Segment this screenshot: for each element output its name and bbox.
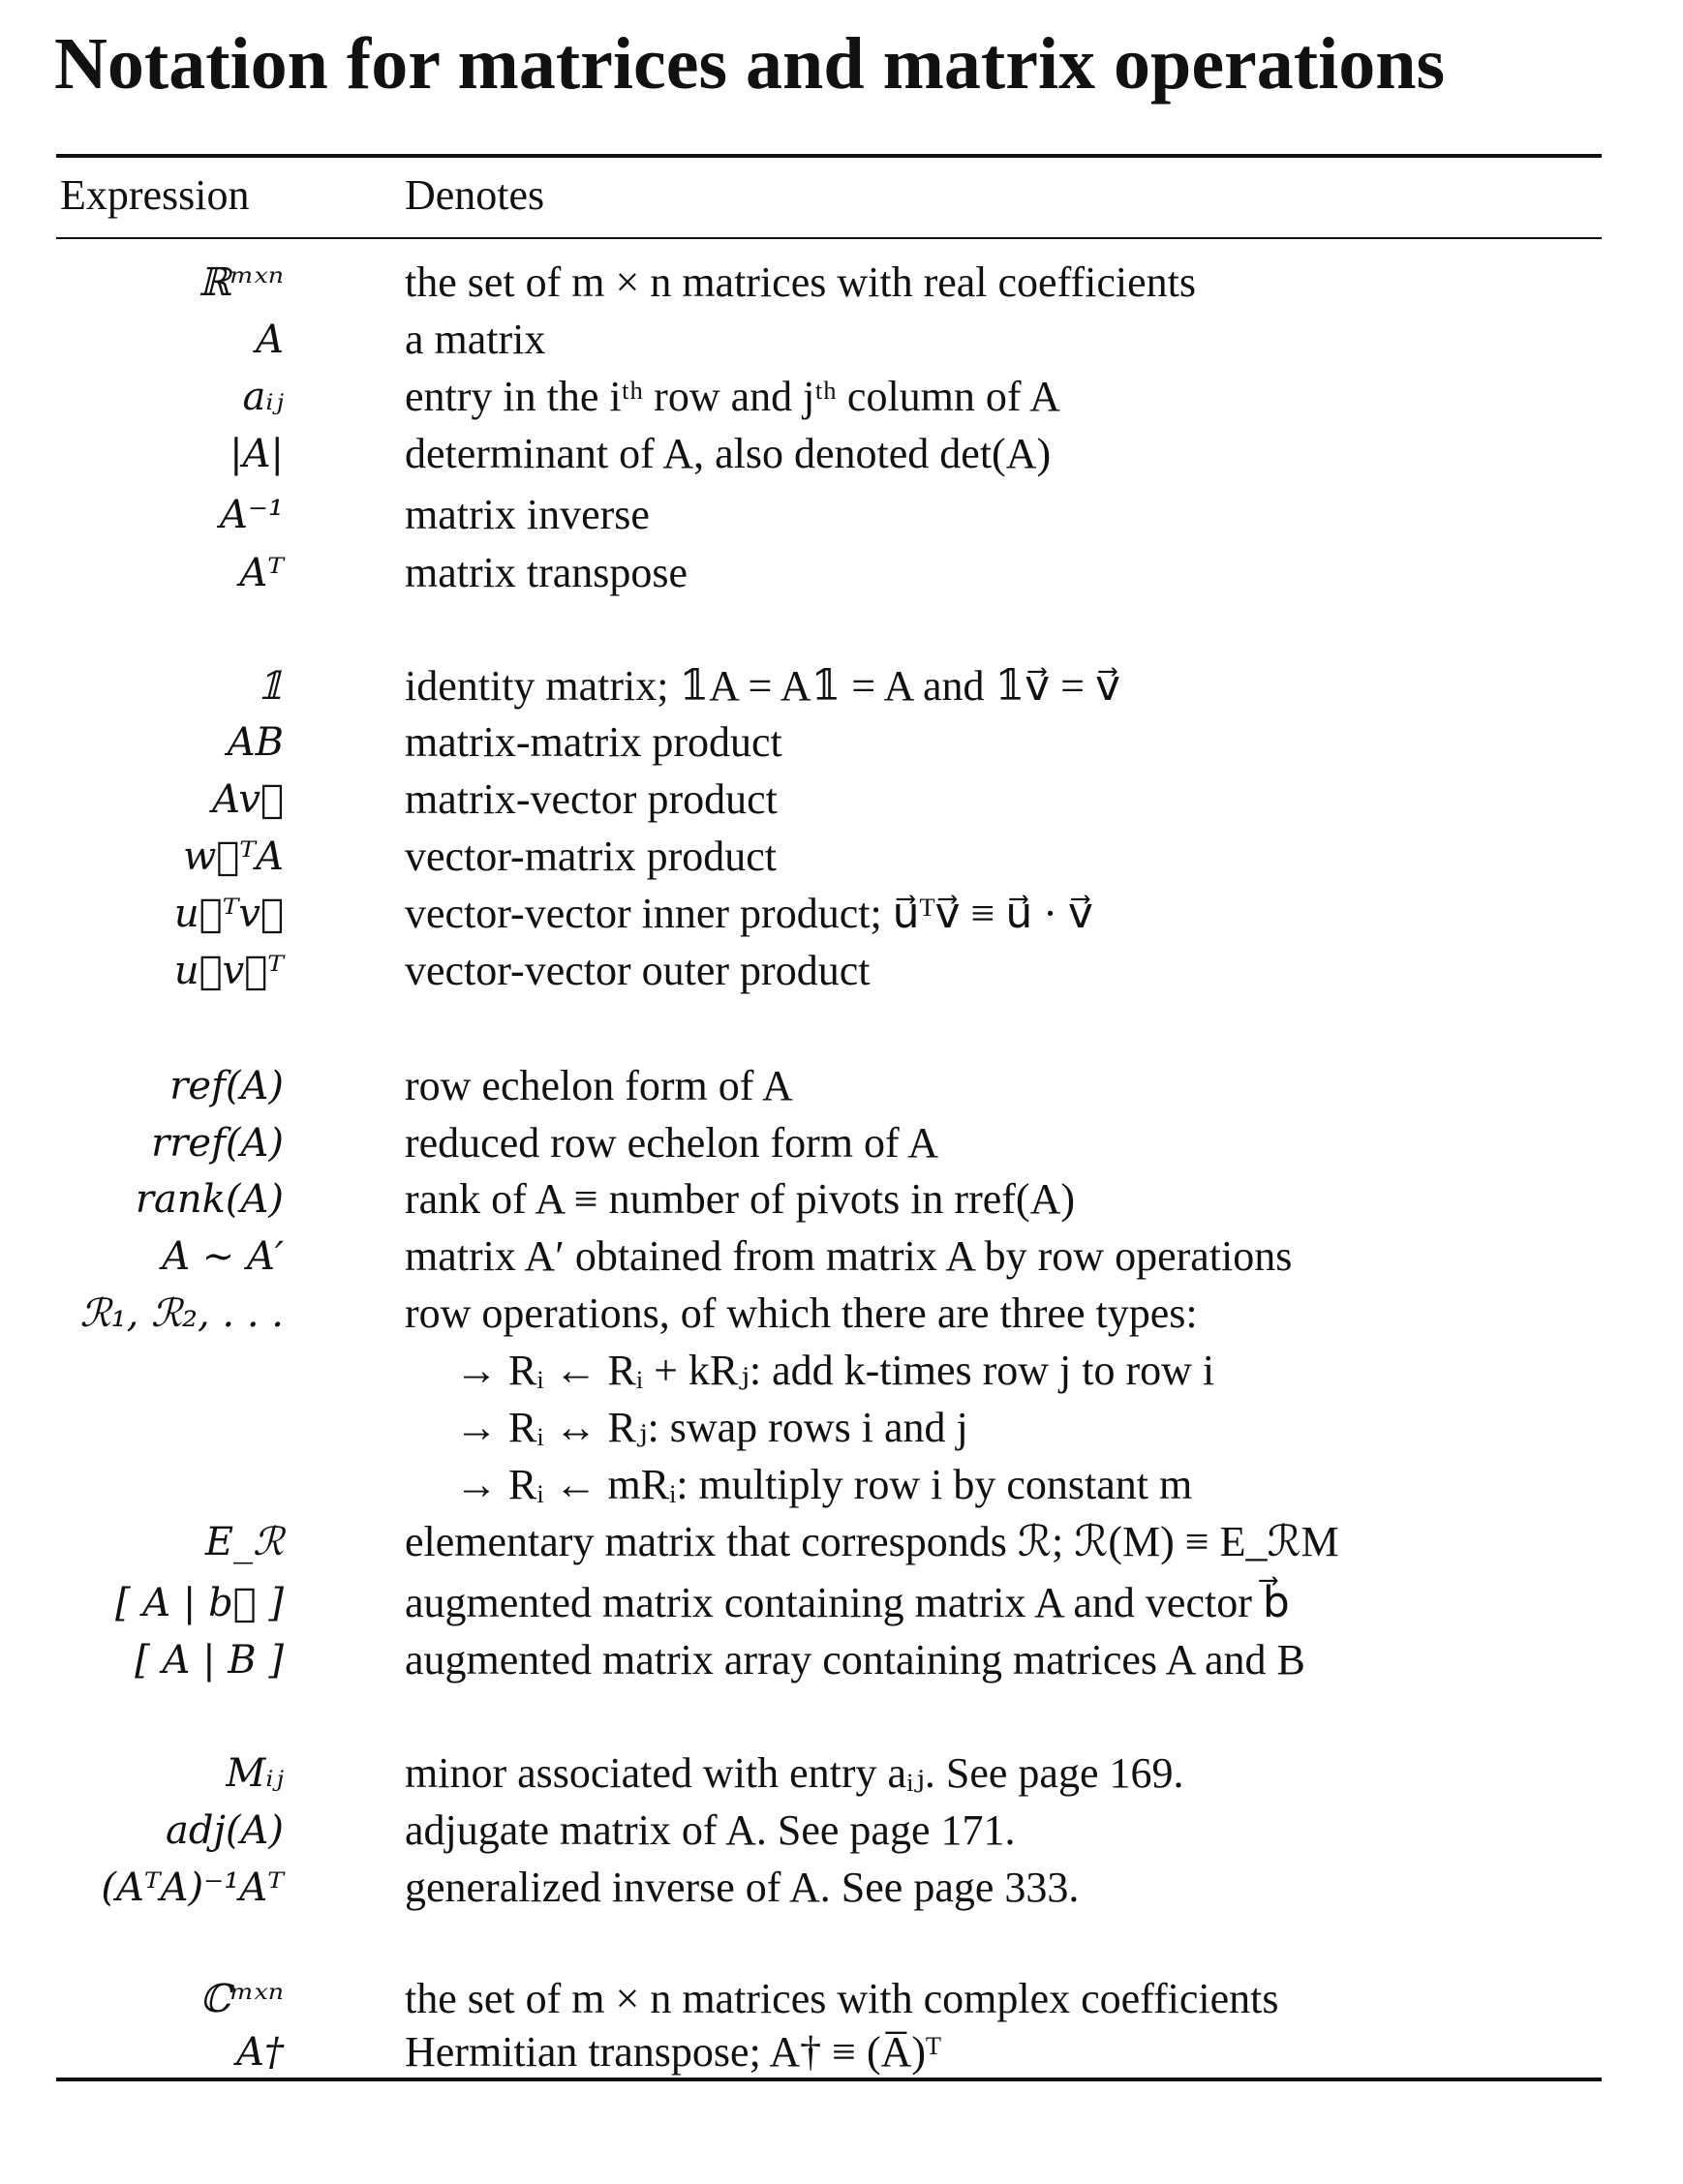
- table-row: [0, 1971, 1683, 2027]
- header-expression: Expression: [60, 171, 250, 219]
- expression-cell: [ A | B ]: [135, 1638, 284, 1683]
- expression-cell: 𝟙: [257, 664, 284, 709]
- description-cell: → Rᵢ ← mRᵢ: multiply row i by constant m: [455, 1461, 1193, 1508]
- expression-cell: rank(A): [135, 1177, 284, 1222]
- table-row: [0, 426, 1683, 482]
- table-top-rule: [56, 154, 1602, 158]
- description-cell: generalized inverse of A. See page 333.: [405, 1864, 1080, 1911]
- table-row: [0, 1286, 1683, 1342]
- table-row: [0, 1803, 1683, 1859]
- expression-cell: Av⃗: [212, 777, 284, 822]
- table-row: [0, 1632, 1683, 1688]
- description-cell: determinant of A, also denoted det(A): [405, 430, 1052, 477]
- description-cell: the set of m × n matrices with real coefficients: [405, 258, 1196, 306]
- table-row: [0, 1171, 1683, 1228]
- table-row: [0, 312, 1683, 368]
- table-row: [0, 1514, 1683, 1570]
- description-cell: row operations, of which there are three types:: [405, 1289, 1198, 1337]
- expression-cell: (AᵀA)⁻¹Aᵀ: [101, 1866, 284, 1910]
- description-cell: reduced row echelon form of A: [405, 1119, 939, 1167]
- expression-cell: aᵢⱼ: [242, 375, 284, 419]
- table-row: [0, 1400, 1683, 1456]
- table-bottom-rule: [56, 2078, 1602, 2081]
- table-row: [0, 545, 1683, 601]
- table-row: [0, 1343, 1683, 1399]
- description-cell: → Rᵢ ↔ Rⱼ: swap rows i and j: [455, 1404, 968, 1451]
- description-cell: a matrix: [405, 316, 546, 363]
- table-row: [0, 658, 1683, 714]
- description-cell: identity matrix; 𝟙A = A𝟙 = A and 𝟙v⃗ = v⃗: [405, 662, 1121, 710]
- table-row: [0, 1115, 1683, 1171]
- description-cell: minor associated with entry aᵢⱼ. See page 169.: [405, 1749, 1184, 1797]
- table-row: [0, 1575, 1683, 1631]
- table-row: [0, 1860, 1683, 1916]
- expression-cell: Mᵢⱼ: [226, 1751, 284, 1796]
- expression-cell: ref(A): [169, 1064, 284, 1108]
- table-row: [0, 1228, 1683, 1285]
- table-row: [0, 487, 1683, 543]
- expression-cell: A†: [236, 2030, 284, 2075]
- description-cell: matrix inverse: [405, 491, 650, 538]
- table-row: [0, 369, 1683, 425]
- table-row: [0, 886, 1683, 942]
- table-row: [0, 2024, 1683, 2080]
- description-cell: matrix transpose: [405, 549, 688, 596]
- expression-cell: A: [256, 318, 284, 362]
- description-cell: vector-vector inner product; u⃗ᵀv⃗ ≡ u⃗ · v⃗: [405, 890, 1093, 937]
- expression-cell: u⃗v⃗ᵀ: [173, 949, 284, 993]
- expression-cell: AB: [227, 720, 284, 765]
- expression-cell: |A|: [230, 432, 284, 476]
- expression-cell: ℛ₁, ℛ₂, . . .: [79, 1291, 284, 1336]
- table-row: [0, 1058, 1683, 1114]
- table-row: [0, 772, 1683, 828]
- description-cell: vector-matrix product: [405, 833, 777, 880]
- description-cell: augmented matrix array containing matrices A and B: [405, 1636, 1305, 1684]
- description-cell: adjugate matrix of A. See page 171.: [405, 1806, 1016, 1854]
- table-row: [0, 255, 1683, 311]
- table-row: [0, 1457, 1683, 1513]
- expression-cell: u⃗ᵀv⃗: [173, 892, 284, 936]
- description-cell: the set of m × n matrices with complex coefficients: [405, 1975, 1279, 2022]
- description-cell: Hermitian transpose; A† ≡ (A̅)ᵀ: [405, 2028, 941, 2076]
- expression-cell: Aᵀ: [239, 551, 284, 595]
- table-row: [0, 943, 1683, 999]
- expression-cell: E_ℛ: [204, 1520, 284, 1564]
- expression-cell: ℂᵐˣⁿ: [199, 1977, 284, 2021]
- expression-cell: w⃗ᵀA: [183, 834, 284, 879]
- description-cell: matrix A′ obtained from matrix A by row operations: [405, 1232, 1293, 1280]
- expression-cell: ℝᵐˣⁿ: [198, 260, 284, 305]
- table-row: [0, 714, 1683, 771]
- description-cell: matrix-vector product: [405, 775, 778, 823]
- header-denotes: Denotes: [405, 171, 545, 219]
- description-cell: augmented matrix containing matrix A and vector b⃗: [405, 1579, 1290, 1626]
- expression-cell: A⁻¹: [219, 493, 284, 537]
- page-title: Notation for matrices and matrix operations: [54, 23, 1446, 105]
- description-cell: matrix-matrix product: [405, 718, 782, 766]
- expression-cell: [ A | b⃗ ]: [114, 1581, 284, 1625]
- expression-cell: rref(A): [151, 1121, 284, 1166]
- expression-cell: adj(A): [166, 1808, 284, 1853]
- description-cell: elementary matrix that corresponds ℛ; ℛ(M) ≡ E_ℛM: [405, 1518, 1339, 1565]
- description-cell: vector-vector outer product: [405, 947, 871, 994]
- table-row: [0, 1745, 1683, 1802]
- description-cell: row echelon form of A: [405, 1062, 793, 1109]
- description-cell: entry in the iᵗʰ row and jᵗʰ column of A: [405, 373, 1060, 420]
- table-row: [0, 829, 1683, 885]
- description-cell: rank of A ≡ number of pivots in rref(A): [405, 1175, 1075, 1223]
- expression-cell: A ∼ A′: [162, 1234, 284, 1279]
- table-header-rule: [56, 237, 1602, 239]
- description-cell: → Rᵢ ← Rᵢ + kRⱼ: add k-times row j to row i: [455, 1347, 1215, 1394]
